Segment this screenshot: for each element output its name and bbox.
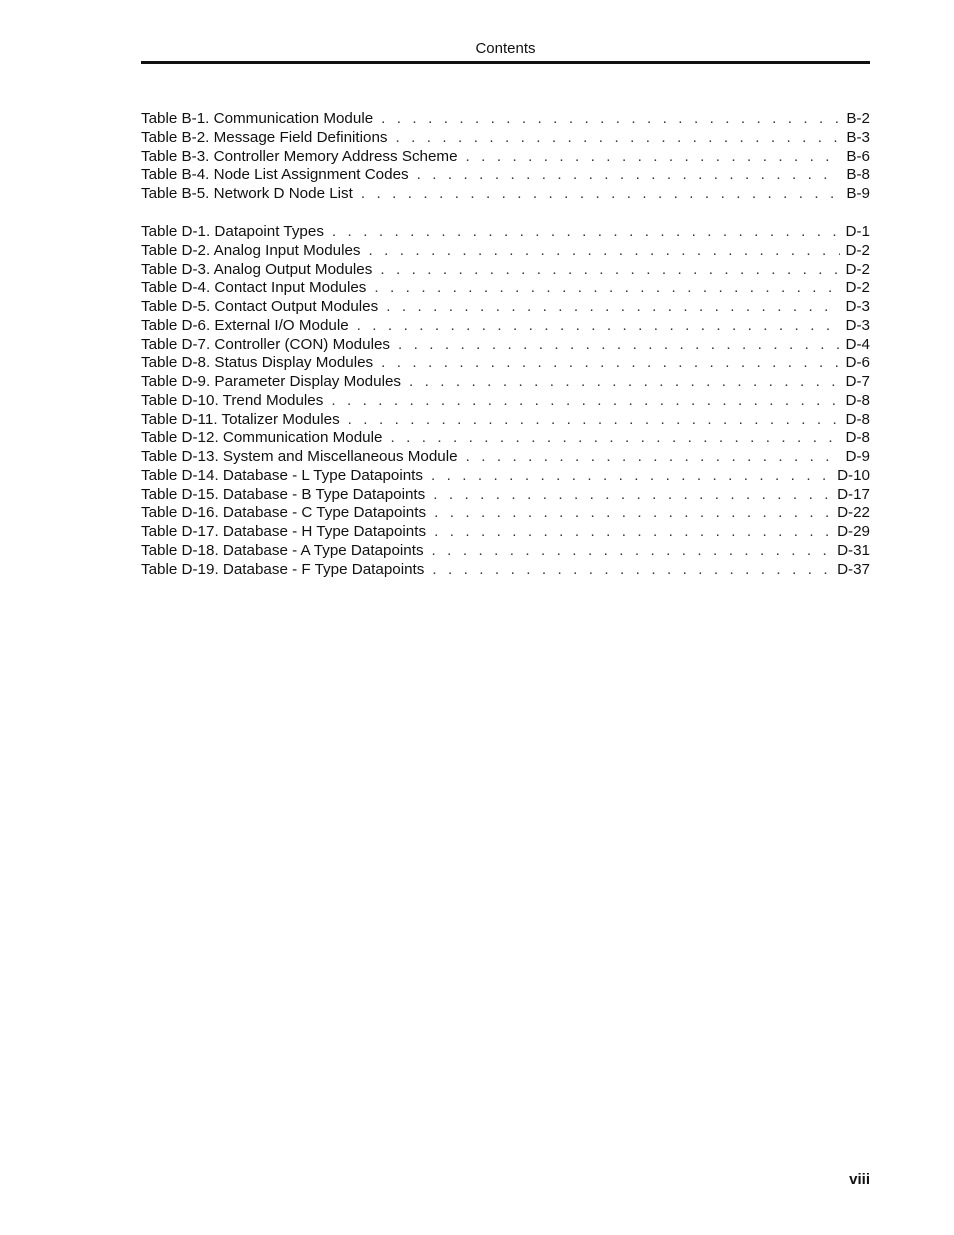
toc-entry-label: Table D-18. Database - A Type Datapoints: [141, 541, 424, 559]
toc-entry[interactable]: [141, 411, 870, 430]
toc-entry-page: D-8: [845, 429, 870, 447]
toc-entry-page: D-2: [845, 241, 870, 259]
toc-entry-page: D-2: [845, 279, 870, 297]
toc-dot-leader: [434, 523, 831, 542]
toc-dot-leader: [386, 298, 839, 317]
toc-entry[interactable]: [141, 429, 870, 448]
toc-entry[interactable]: [141, 129, 870, 148]
toc-dot-leader: [369, 242, 840, 261]
toc-dot-leader: [409, 373, 840, 392]
toc-dot-leader: [348, 411, 840, 430]
toc-dot-leader: [431, 467, 831, 486]
toc-entry[interactable]: [141, 110, 870, 129]
toc-entry-label: Table D-2. Analog Input Modules: [141, 241, 361, 259]
toc-entry-page: D-22: [837, 504, 870, 522]
toc-dot-leader: [381, 354, 839, 373]
toc-entry-label: Table D-13. System and Miscellaneous Module: [141, 448, 458, 465]
toc-entry-label: Table D-8. Status Display Modules: [141, 354, 374, 372]
toc-dot-leader: [390, 429, 839, 448]
toc-entry-page: D-6: [845, 354, 870, 372]
toc-entry-page: D-3: [845, 298, 870, 315]
toc-entry[interactable]: [141, 148, 870, 167]
toc-entry-label: Table D-6. External I/O Module: [141, 316, 349, 334]
toc-entry-page: B-8: [846, 166, 870, 184]
toc-entry-page: D-29: [837, 523, 870, 540]
toc-entry-label: Table B-5. Network D Node List: [141, 185, 353, 202]
toc-dot-leader: [381, 110, 840, 129]
toc-entry[interactable]: [141, 392, 870, 411]
toc-entry-page: B-9: [846, 185, 870, 202]
toc-entry-page: B-3: [846, 128, 870, 146]
toc-entry-page: D-8: [845, 391, 870, 409]
header-rule: [141, 61, 870, 64]
toc-entry[interactable]: [141, 279, 870, 298]
toc-entry[interactable]: [141, 354, 870, 373]
page-number: viii: [849, 1171, 870, 1188]
toc-entry-page: D-17: [837, 485, 870, 503]
toc-entry[interactable]: [141, 448, 870, 467]
toc-section-b: [141, 110, 870, 204]
toc-dot-leader: [374, 279, 839, 298]
toc-entry-label: Table B-3. Controller Memory Address Scheme: [141, 147, 458, 165]
toc-entry-label: Table D-15. Database - B Type Datapoints: [141, 485, 426, 503]
toc-entry-label: Table D-4. Contact Input Modules: [141, 279, 367, 297]
toc-entry-label: Table D-17. Database - H Type Datapoints: [141, 523, 427, 540]
toc-entry-page: D-7: [845, 373, 870, 390]
toc-entry[interactable]: [141, 166, 870, 185]
toc-dot-leader: [434, 504, 831, 523]
toc-entry-label: Table D-7. Controller (CON) Modules: [141, 335, 390, 353]
toc-entry[interactable]: [141, 561, 870, 580]
toc-entry-page: D-37: [837, 560, 870, 578]
toc-entry-page: D-31: [837, 541, 870, 559]
toc-entry[interactable]: [141, 185, 870, 204]
toc-entry-label: Table D-10. Trend Modules: [141, 391, 324, 409]
toc-entry[interactable]: [141, 504, 870, 523]
toc-entry[interactable]: [141, 523, 870, 542]
toc-dot-leader: [361, 185, 840, 204]
toc-entry[interactable]: [141, 467, 870, 486]
toc-dot-leader: [332, 223, 840, 242]
toc-entry[interactable]: [141, 298, 870, 317]
toc-entry-label: Table B-4. Node List Assignment Codes: [141, 166, 409, 184]
toc-entry-label: Table D-12. Communication Module: [141, 429, 383, 447]
page-header-title: Contents: [475, 40, 536, 57]
toc-entry-label: Table D-14. Database - L Type Datapoints: [141, 466, 423, 484]
toc-entry-label: Table D-3. Analog Output Modules: [141, 260, 373, 278]
toc-dot-leader: [357, 317, 840, 336]
toc-entry-label: Table D-1. Datapoint Types: [141, 223, 324, 240]
toc-dot-leader: [331, 392, 839, 411]
toc-entry-page: B-6: [846, 147, 870, 165]
toc-entry-label: Table D-9. Parameter Display Modules: [141, 373, 401, 390]
toc-entry-label: Table D-11. Totalizer Modules: [141, 410, 340, 428]
toc-entry-page: D-8: [845, 410, 870, 428]
toc-entry-label: Table B-2. Message Field Definitions: [141, 128, 388, 146]
toc-entry-page: D-2: [845, 260, 870, 278]
toc-entry-page: D-9: [845, 448, 870, 465]
toc-entry[interactable]: [141, 242, 870, 261]
toc-entry-page: D-3: [845, 316, 870, 334]
toc-entry[interactable]: [141, 542, 870, 561]
toc-entry[interactable]: [141, 317, 870, 336]
toc-entry[interactable]: [141, 261, 870, 280]
toc-dot-leader: [432, 542, 832, 561]
toc-dot-leader: [396, 129, 841, 148]
toc-entry-page: B-2: [846, 110, 870, 127]
toc-dot-leader: [432, 561, 831, 580]
toc-dot-leader: [417, 166, 841, 185]
toc-dot-leader: [466, 148, 841, 167]
toc-entry[interactable]: [141, 336, 870, 355]
toc-entry-page: D-1: [845, 223, 870, 240]
toc-entry-label: Table D-19. Database - F Type Datapoints: [141, 560, 425, 578]
toc-entry[interactable]: [141, 373, 870, 392]
toc-entry-label: Table D-16. Database - C Type Datapoints: [141, 504, 427, 522]
toc-entry-label: Table B-1. Communication Module: [141, 110, 374, 127]
toc-entry[interactable]: [141, 223, 870, 242]
toc-dot-leader: [433, 486, 831, 505]
toc-section-d: [141, 223, 870, 579]
toc-entry-page: D-4: [845, 335, 870, 353]
toc-entry-page: D-10: [837, 466, 870, 484]
toc-dot-leader: [380, 261, 839, 280]
toc-dot-leader: [398, 336, 840, 355]
toc-entry[interactable]: [141, 486, 870, 505]
toc-entry-label: Table D-5. Contact Output Modules: [141, 298, 379, 315]
toc-dot-leader: [466, 448, 840, 467]
